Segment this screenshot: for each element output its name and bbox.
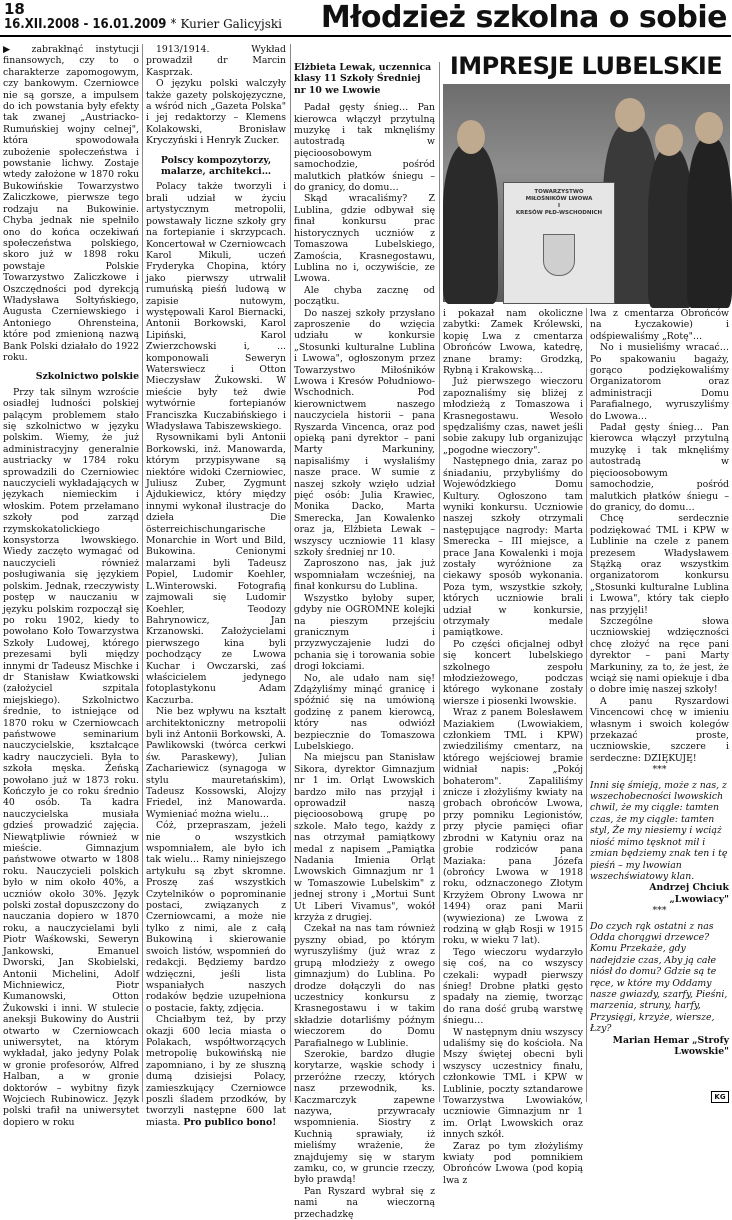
article-paragraph: Zaproszono nas, jak już wspomniałam wcześniej, na finał konkursu do Lublina. [294,558,435,593]
sign-line: I [557,203,561,209]
photo-person-head [457,120,485,154]
article-paragraph: Już pierwszego wieczoru zapoznaliśmy się bliżej z młodzieżą z Tomaszowa i Krasnegostawu. Wesoło spędzaliśmy czas, nawet jeśli sobie zakupy lub organizując „pogodne wieczory". [443,376,583,456]
article-paragraph: A panu Ryszardowi Vincencowi chcę w imieniu własnym i swoich kolegów przekazać proste, uczniowskie, szczere i serdeczne: DZIĘKUJĘ! [590,695,729,764]
article-paragraph: Po części oficjalnej odbył się koncert lubelskiego szkolnego zespołu młodzieżowego, podczas którego wykonane zostały wiersze i piosenki lwowskie. [443,638,583,707]
col2-paragraph: O języku polski walczyły także gazety polskojęzyczne, a wśród nich „Gazeta Polska" i jej redaktorzy – Klemens Kolakowski, Bronisław Kryczyński i Henryk Zucker. [146,78,286,147]
photo-person-head [695,112,723,144]
lwow-coat-of-arms-icon [543,234,575,276]
continuation-arrow-icon: ▶ [3,44,20,55]
stars-separator: *** [652,764,667,776]
photo-person [443,144,498,304]
page-number: 18 [4,0,25,18]
page-header-left [4,0,284,36]
col2-p7-text: Chciałbym też, by przy okazji 600 lecia miasta o Polakach, współtworzących metropolię bukowińską nie zapomniano, i by ze słuszną dumą dzisiejsi Polacy, zamieszkujący Czerniowce poszli śladem przodków, by tworzyli następne 600 lat miasta. [146,1014,286,1128]
article-column-2 [443,308,583,1186]
photo-person-head [615,98,645,132]
kg-logo: KG [711,1091,729,1103]
article-paragraph: Szczególne słowa uczniowskiej wdzięczności chcę złożyć na ręce pani dyrektor – pani Marty Markuniny, za to, że jest, że wciąż się nami opiekuje i dba o dobre imię naszej szkoły! [590,615,729,696]
col1-p1-text: zabrakłnąć instytucji finansowych, czy to o charakterze zapomogowym, czy bankowym. Czerniowce nie są gorsze, a impulsem do ich powstania były efekty tak zwanej „Austriacko-Rumuńskiej wojny celnej", która spowodowała zubożenie społeczeństwa i powstanie lichwy. Zostaje wtedy założone w 1870 roku Bukowińskie Towarzystwo Zaliczkowe, pierwsze tego rodzaju na Bukowinie. Chyba jednak nie spełniło ono do końca oczekiwań społeczeństwa polskiego, skoro już w 1898 roku powstaje Polskie Towarzystwo Zaliczkowe i Oszczędności pod dyrekcją Władysława Sołtyńskiego, Augusta Czerniewskiego i Antoniego Ohrensteina, które pod zmienioną nazwą Bank Polski działało do 1922 roku. [3,44,139,363]
col2-paragraph: Nie bez wpływu na kształt architektoniczny metropolii byli inż Antonii Borkowski, A. Pawlikowski (twórca cerkwi św. Paraskewy), Julian Zachariewicz (synagoga w stylu mauretańskim), Tadeusz Kossowski, Alojzy Friedel, inż Manowarda. Wymieniać można wielu… [146,706,286,820]
newspaper-name: Kurier Galicyjski [180,17,282,31]
article-title: IMPRESJE LUBELSKIE [449,52,723,80]
header-rule [0,35,731,37]
poem-excerpt: Inni się śmieją, może z nas, z wszechobecności lwowskich chwil, że my ciągle: tamten czas, że my ciągle: tamten styl, Że my niesiemy i wciąż niość mimo tęsknot mil i zmian będziemy znak ten i tę pieśń – my lwowian wszechświatowy klan. [590,779,728,882]
article-paragraph: W następnym dniu wszyscy udaliśmy się do kościoła. Na Mszy świętej obecni byli wszyscy uczestnicy finału, członkowie TML i KPW w Lublinie, poczty sztandarowe Towarzystwa Lwowiaków, uczniowie Gimnazjum nr 1 im. Orląt Lwowskich oraz innych szkół. [443,1026,583,1141]
article-paragraph: i pokazał nam okoliczne zabytki: Zamek Królewski, kopię Lwa z cmentarza Obrońców Lwowa, katedrę, znane bramy: Grodzką, Rybną i Krakowską… [443,308,583,377]
society-sign-board [503,182,615,304]
photo-person-head [655,124,683,156]
sign-line: KRESÓW PŁD-WSCHODNICH [515,210,603,216]
poem-signature: Andrzej Chciuk „Lwowiacy" [649,882,729,905]
article-paragraph: Padał gęsty śnieg… Pan kierowca włączył przytulną muzykę i tak mknęliśmy autostradą w pięcioosobowym samochodzie, pośród malutkich płatków śniegu – do granicy, do domu… [294,102,435,194]
article-paragraph: Do naszej szkoły przysłano zaproszenie do wzięcia udziału w konkursie „Stosunki kulturalne Lublina i Lwowa", ogłoszonym przez Towarzystwo Miłośników Lwowa i Kresów Południowo-Wschodnich. Pod kierownictwem naszego nauczyciela historii – pana Ryszarda Vincenca, oraz pod opieką pani dyrektor – pani Marty Markuniny, napisaliśmy i wysłaliśmy nasze prace. W sumie z naszej szkoły wzięło udział pięć osób: Julia Krawiec, Monika Dacko, Marta Smerecka, Jan Kowalenko oraz ja, Elżbieta Lewak – wszyscy uczniowie 11 klasy szkoły średniej nr 10. [294,307,435,559]
col2-paragraph [146,1014,286,1128]
col2-paragraph: 1913/1914. Wykład prowadził dr Marcin Kasprzak. [146,44,286,78]
article-paragraph: Tego wieczoru wydarzyło się coś, na co wszyscy czekali: wypadł pierwszy śnieg! Drobne płatki gęsto spadały na ziemię, tworząc do rana dość grubą warstwę śniegu… [443,946,583,1027]
col2-paragraph: Rysownikami byli Antonii Borkowski, inż. Manowarda, którym przypisywane są niektóre widoki Czerniowiec, Juliusz Zuber, Zygmunt Ajdukiewicz, który między innymi wykonał ilustracje do dzieła Die österreichischungarische Monarchie in Wort und Bild, Bukowina. Cenionymi malarzami byli Tadeusz Popiel, Ludomir Koehler, L.Winterowski. Fotografią zajmowali się Ludomir Koehler, Teodozy Bahrynowicz, Jan Krzanowski. Założycielami pierwszego kina byli pochodzący ze Lwowa Kuchar i Owczarski, zaś właścicielem jedynego fotoplastykonu Adam Kaczurba. [146,432,286,706]
column-divider [142,44,143,1102]
article-paragraph: Czekał na nas tam również pyszny obiad, po którym wyruszyliśmy (już wraz z grupą młodzieży z owego gimnazjum) do Lublina. Po drodze dołączyli do nas uczestnicy konkursu z Krasnegostawu i w takim składzie dotarliśmy późnym wieczorem do Domu Parafialnego w Lublinie. [294,923,435,1049]
col2-paragraph: Cóż, przepraszam, jeżeli nie o wszystkich wspomniałem, ale było ich tak wielu… Ramy niniejszego artykułu są zbyt skromne. Proszę zaś wszystkich Czytelników o poprominanie postaci, związanych z Czerniowcami, a może nie tylko z nimi, ale z całą Bukowiną i skierowanie swoich listów, wspomnień do redakcji. Będziemy bardzo wdzięczni, jeśli lista wspaniałych naszych rodaków będzie uzupełniona o postacie, fakty, zdjęcia. [146,820,286,1014]
article-paragraph: No, ale udało nam się! Zdążyliśmy minąć granicę i spóźnić się na umówioną godzinę z panem kierowcą, który nas odwiózł bezpiecznie do Tomaszowa Lubelskiego. [294,672,435,752]
poem-signature: Marian Hemar „Strofy Lwowskie" [612,1034,729,1057]
dateline-star: * [170,17,177,32]
article-paragraph: No i musieliśmy wracać… Po spakowaniu bagaży, gorąco podziękowaliśmy Organizatorom oraz administracji Domu Parafialnego, wyruszyliśmy do Lwowa… [590,342,729,422]
article-photo [443,84,730,302]
column-divider [290,44,291,1102]
article-paragraph: Zaraz po tym złożyliśmy kwiaty pod pomnikiem Obrońców Lwowa (pod kopią lwa z [443,1140,583,1186]
article-paragraph: Szerokie, bardzo długie korytarze, wąskie schody i przeróżne rzeczy, których nasz przewodnik, ks. Kaczmarczyk zapewne nazywa, przywracały wspomnienia. Siostry z Kuchnią sprawiały, iż mieliśmy wrażenie, że znajdujemy się w starym zamku, co, w gruncie rzeczy, było prawdą! [294,1048,435,1186]
col1-paragraph: Przy tak silnym wzroście osiadłej ludności polskiej palącym problemem stało się szkolnictwo w języku polskim. Wiemy, że już administracyjny generalnie austriacky w 1784 roku sprowadzili do Czerniowiec nauczycieli wykładających w językach niemieckim i włoskim. Potem przełamano szkoły pod zarząd rzymskokatolickiego konsystorza lwowskiego. Wiedy zaczęto wymagać od nauczycieli również posługiwania się językiem polskim. Jednak, rzeczywisty postęp w nauczaniu w języku polskim rozpoczął się po roku 1902, kiedy to powołano Koło Towarzystwa Szkoły Ludowej, którego prezesami byli między innymi dr Tadeusz Mischke i dr Stanisław Kwiatkowski (założyciel szpitala miejskiego). Szkolnictwo średnie, to istniejące od 1870 roku w Czerniowcach państwowe seminarium nauczycielskie, kształcące kadry nauczycieli. Była to szkoła męska. Żeńską powołano już w 1873 roku. Kończyło je co roku średnio 40 osób. Ta kadra nauczycielska musiała gdzieś prowadzić zajęcia. Niewątpliwie również w mieście. Gimnazjum państwowe otwarto w 1808 roku. Nauczycieli polskich było w nim około 40%, a uczniów około 30%. Język polski został dopuszczony do nauczania dopiero w 1870 roku, a nauczycielami byli Piotr Waśkowski, Seweryn Jankowski, Emanuel Dworski, Jan Skobielski, Antonii Michelini, Adolf Michniewicz, Piotr Kumanowski, Otton Żukowski i inni. W stulecie aneksji Bukowiny do Austrii otwarto w Czerniowcach uniwersytet, na którym wykładał, jako jedyny Polak w gronie profesorów, Alfred Halban, a w gronie doktorów – wybitny fizyk Wojciech Rubinowicz. Język polski trafił na uniwersytet dopiero w roku [3,386,139,1128]
issue-dates: 16.XII.2008 - 16.01.2009 [4,17,167,32]
subheading-schools: Szkolnictwo polskie [35,371,139,383]
article-paragraph: lwa z cmentarza Obrońców na Łyczakowie) i odśpiewaliśmy „Rotę"… [590,308,729,342]
subheading-artists: Polscy kompozytorzy, malarze, architekci… [160,154,272,178]
col1-paragraph [3,44,139,363]
article-paragraph: Chcę serdecznie podziękować TML i KPW w Lublinie na czele z panem prezesem Władysławem Stążką oraz wszystkim organizatorom konkursu „Stosunki kulturalne Lublina i Lwowa", który tak ciepło nas przyjęli! [590,513,729,616]
article-paragraph: Następnego dnia, zaraz po śniadaniu, przybyliśmy do Wojewódzkiego Domu Kultury. Ogłoszono tam wyniki konkursu. Uczniowie naszej szkoły otrzymali następujące nagrody: Marta Smerecka – III miejsce, a prace Jana Kowalenki i moja zostały wyróżnione za ciekawy sposób wykonania. Poza tym, wszystkie szkoły, których uczniowie brali udział w konkursie, otrzymały medale pamiątkowe. [443,456,583,639]
sign-line: MIŁOŚNIKÓW LWOWA [525,196,593,202]
article-paragraph: Na miejscu pan Stanisław Sikora, dyrektor Gimnazjum nr 1 im. Orląt Lwowskich bardzo miło nas przyjął i oprowadził naszą pięcioosobową grupę po szkole. Mało tego, każdy z nas otrzymał pamiątkowy medal z napisem „Pamiątka Nadania Imienia Orląt Lwowskich Gimnazjum nr 1 w Tomaszowie Lubelskim" z jednej strony i „Mortui Sunt Ut Liberi Vivamus", wokół krzyża z drugiej. [294,752,435,924]
column-1 [3,44,139,1128]
article-column-1 [294,62,435,1220]
sign-line: TOWARZYSTWO [534,189,584,195]
col2-paragraph: Polacy także tworzyli i brali udział w życiu artystycznym metropolii, powstawały liczne szkoły gry na fortepianie i skrzypcach. Koncertował w Czerniowcach Karol Mikuli, uczeń Fryderyka Chopina, który jako pierwszy utrwalił rumuńską pieśń ludową w zapisie nutowym, występowali Karol Biernacki, Antonii Borkowski, Karol Lipiński, Karol Zwierzchowski i, ... komponowali Seweryn Waterswiecz i Otton Mieczysław Żukowski. W mieście były też dwie wytwórnie fortepianów Franciszka Kuczabińskiego i Władysława Tabiszewskiego. [146,181,286,432]
stars-separator: *** [652,905,667,917]
article-paragraph: Padał gęsty śnieg… Pan kierowca włączył przytulną muzykę i tak mknęliśmy autostradą w pięcioosobowym samochodzie, pośród malutkich płatków śniegu – do granicy, do domu… [590,422,729,513]
column-2 [146,44,286,1128]
pro-publico-bono: Pro publico bono! [183,1116,277,1128]
article-paragraph: Wraz z panem Bolesławem Maziakiem (Lwowiakiem, członkiem TML i KPW) zwiedziliśmy cmentarz, na którego wejściowej bramie widniał napis: „Pokój bohaterom". Zapaliliśmy znicze i złożyliśmy kwiaty na grobach obrońców Lwowa, przy pomniku Legionistów, przy płycie pamięci ofiar zbrodni w Katyniu oraz na grobie rodziców pana Maziaka: pana Józefa (obrońcy Lwowa w 1918 roku, odznaczonego Złotym Krzyżem Obrony Lwowa nr 1494) oraz pani Marii (wywieziona) ze Lwowa z rodziną w głąb Rosji w 1915 roku, w wieku 7 lat). [443,707,583,947]
article-paragraph: Skąd wracaliśmy? Z Lublina, gdzie odbywał się finał konkursu prac historycznych uczniów z Tomaszowa Lubelskiego, Zamościa, Krasnegostawu, Lublina no i, oczywiście, ze Lwowa. [294,193,435,285]
poem-excerpt: Do czych rąk ostatni z nas Odda chorągwi drzewce? Komu Przekaże, gdy nadejdzie czas, Aby ją całe niósł do domu? Gdzie są te ręce, w które my Oddamy nasze gwiazdy, szarfy, Pieśni, marzenia, struny, harfy, Przysięgi, krzyże, wiersze, Łzy? [590,920,728,1035]
column-divider [439,62,440,1102]
issue-dateline [4,17,282,32]
article-paragraph: Ale chyba zacznę od początku. [294,284,435,308]
photo-person [687,138,732,308]
article-paragraph: Wszystko byłoby super, gdyby nie OGROMNE kolejki na pieszym przejściu granicznym i przyzwyczajenie ludzi do pchania się i torowania sobie drogi łokciami. [294,592,435,673]
article-column-3 [590,308,729,1102]
column-divider [586,308,587,1102]
section-title: Młodzież szkolna o sobie [320,0,727,35]
article-paragraph: Pan Ryszard wybrał się z nami na wieczorną przechadzkę [294,1185,435,1220]
article-author: Elżbieta Lewak, uczennica klasy 11 Szkoły Średniej nr 10 we Lwowie [294,62,432,96]
